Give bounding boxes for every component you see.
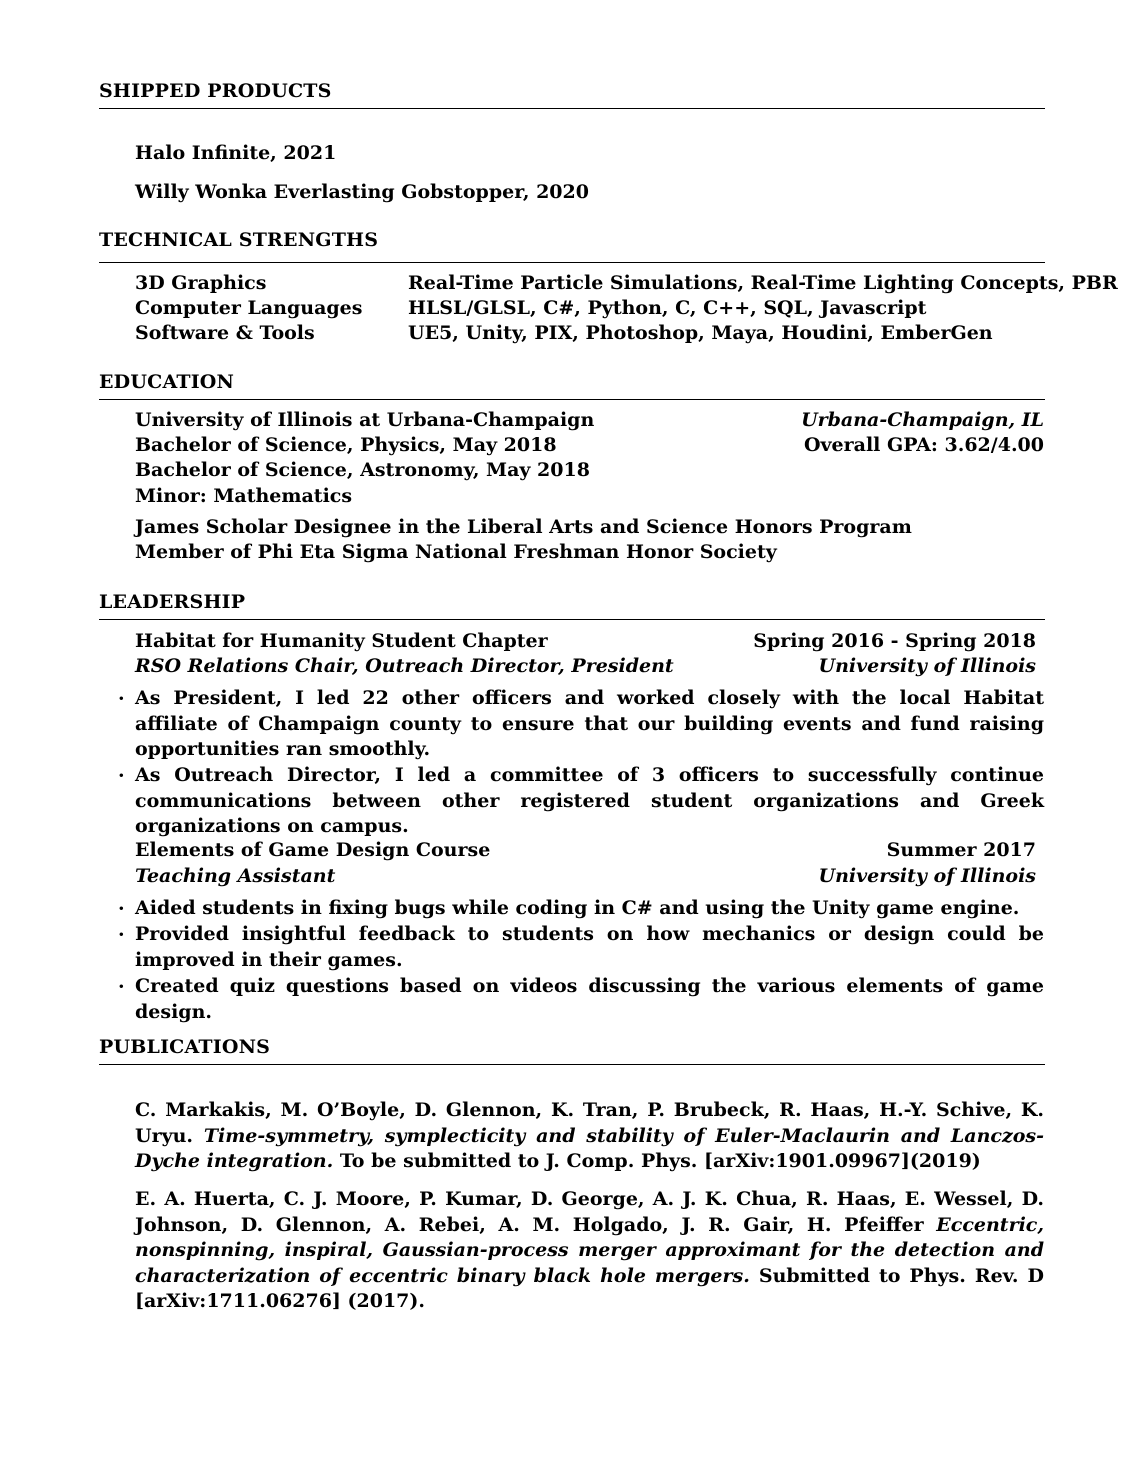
honor: James Scholar Designee in the Liberal Arts and Science Honors Program [135,516,912,538]
skill-value: UE5, Unity, PIX, Photoshop, Maya, Houdini, EmberGen [408,322,993,344]
org-dates: Spring 2016 - Spring 2018 [753,630,1036,652]
org-name: Habitat for Humanity Student Chapter [135,630,548,652]
bullet-text: Provided insightful feedback to students on how mechanics or design could be improved in their games. [135,923,1044,971]
bullet-text: Created quiz questions based on videos discussing the various elements of game design. [135,975,1044,1023]
leadership-heading: LEADERSHIP [99,591,1045,620]
minor: Minor: Mathematics [135,485,353,507]
publications-heading: PUBLICATIONS [99,1036,1045,1065]
bullet-dot: · [118,976,125,998]
bullet-dot: · [118,688,125,710]
shipped-products-heading: SHIPPED PRODUCTS [99,80,1045,109]
degree-physics: Bachelor of Science, Physics, May 2018 [135,434,557,456]
technical-strengths-heading: TECHNICAL STRENGTHS [99,229,379,251]
skill-label: Software & Tools [135,322,315,344]
publication-entry [135,1098,1044,1175]
bullet-text: As Outreach Director, I led a committee of 3 officers to successfully continue communications between other registered student organizations and Greek organizations on campus. [135,764,1044,838]
school-location: Urbana-Champaign, IL [801,409,1044,431]
pub-title: Time-symmetry, symplecticity and stability of Euler-Maclaurin and Lanczos-Dyche integration. [135,1124,1045,1173]
school-name: University of Illinois at Urbana-Champaign [135,409,595,431]
skill-value: HLSL/GLSL, C#, Python, C, C++, SQL, Javascript [408,297,927,319]
org-name: Elements of Game Design Course [135,839,491,861]
section-rule [99,262,1045,263]
skill-label: 3D Graphics [135,272,267,294]
honor: Member of Phi Eta Sigma National Freshman Honor Society [135,541,777,563]
shipped-item: Willy Wonka Everlasting Gobstopper, 2020 [135,181,589,203]
publication-entry [135,1187,1044,1315]
bullet-text: Aided students in fixing bugs while coding in C# and using the Unity game engine. [135,897,1020,919]
education-heading: EDUCATION [99,371,1045,400]
degree-astronomy: Bachelor of Science, Astronomy, May 2018 [135,459,590,481]
org-place: University of Illinois [818,655,1036,677]
bullet-dot: · [118,898,125,920]
pub-venue: To be submitted to J. Comp. Phys. [arXiv:1901.09967](2019) [339,1150,981,1173]
org-dates: Summer 2017 [886,839,1036,861]
gpa: Overall GPA: 3.62/4.00 [803,434,1044,456]
pub-title: Eccentric, nonspinning, inspiral, Gaussian-process merger approximant for the detection and characterization of eccentric binary black hole mergers. [135,1213,1044,1287]
org-place: University of Illinois [818,865,1036,887]
bullet-text: As President, I led 22 other officers and worked closely with the local Habitat affiliate of Champaign county to ensure that our building events and fund raising opportunities ran smoothly. [135,687,1044,761]
pub-venue: Submitted to Phys. Rev. D [arXiv:1711.06276] (2017). [135,1264,1044,1313]
bullet-dot: · [118,924,125,946]
pub-authors: E. A. Huerta, C. J. Moore, P. Kumar, D. George, A. J. K. Chua, R. Haas, E. Wessel, D. Johnson, D. Glennon, A. Rebei, A. M. Holgado, J. R. Gair, H. Pfeiffer [135,1188,1044,1236]
skill-label: Computer Languages [135,297,363,319]
pub-authors: C. Markakis, M. O’Boyle, D. Glennon, K. Tran, P. Brubeck, R. Haas, H.-Y. Schive, K. Uryu. [135,1099,1044,1147]
org-role: Teaching Assistant [135,865,336,887]
skill-value: Real-Time Particle Simulations, Real-Time Lighting Concepts, PBR [408,272,1118,294]
bullet-dot: · [118,765,125,787]
shipped-item: Halo Infinite, 2021 [135,142,337,164]
org-role: RSO Relations Chair, Outreach Director, President [135,655,674,677]
